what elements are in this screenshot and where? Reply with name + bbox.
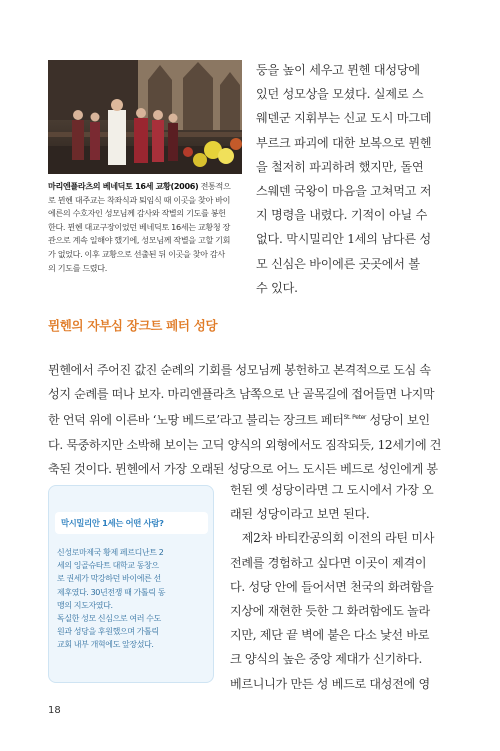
photo-illustration: [48, 60, 242, 174]
text-line: 성지 순례를 떠나 보자. 마리엔플라츠 남쪽으로 난 골목길에 접어들면 나지막: [48, 387, 435, 402]
photo-caption: [48, 180, 244, 275]
caption-line: 가 없었다. 이후 교황으로 선출된 뒤 이곳을 찾아 감사: [48, 248, 225, 259]
latin-name-superscript: St. Peter: [343, 414, 367, 422]
text-line: 크 양식의 높은 중앙 제대가 신기하다.: [230, 652, 423, 667]
text-fragment: 한 언덕 위에 이른바 ‘노땅 베드로’라고 불리는 장크트 페터: [48, 413, 344, 428]
text-line: 래된 성당이라고 보면 된다.: [230, 507, 370, 522]
text-line: 다. 묵중하지만 소박해 보이는 고딕 양식의 외형에서도 짐작되듯, 12세기에 건: [48, 437, 442, 452]
text-line: 둥을 높이 세우고 뮌헨 대성당에: [256, 63, 420, 77]
sidebox-line: 독실한 성모 신심으로 여러 수도: [57, 614, 161, 624]
page-number: 18: [48, 705, 61, 716]
caption-line: 관으로 계속 일해야 했기에, 성모님께 작별을 고할 기회: [48, 235, 231, 246]
text-line: 을 철저히 파괴하려 했지만, 돌연: [256, 159, 424, 174]
text-line: 지상에 재현한 듯한 그 화려함에도 놀라: [230, 604, 430, 619]
text-fragment: 성당이 보인: [366, 413, 430, 428]
sidebox-line: 신성로마제국 황제 페르디난트 2: [57, 548, 164, 557]
caption-line: 의 기도를 드렸다.: [48, 262, 107, 273]
sidebox-body: [57, 546, 215, 652]
text-line: 부르크 파괴에 대한 보복으로 뮌헨: [256, 135, 432, 150]
text-line: 지 명령을 내렸다. 기적이 아닐 수: [256, 208, 428, 223]
caption-heading: 마리엔플라츠의 베네딕토 16세 교황(2006): [48, 181, 199, 191]
text-line: 뮌헨에서 주어진 값진 순례의 기회를 성모님께 봉헌하고 본격적으로 도심 속: [48, 363, 431, 377]
main-paragraph: [48, 358, 460, 481]
text-line: 제2차 바티칸공의회 이전의 라틴 미사: [230, 531, 435, 546]
text-line: 베르니니가 만든 성 베드로 대성전에 영: [230, 676, 430, 691]
caption-line: 한다. 뮌헨 대교구장이었던 베네딕토 16세는 교황청 장: [48, 221, 231, 232]
caption-line: [48, 180, 244, 194]
caption-line-text: 전통적으: [198, 181, 231, 191]
text-line: 수 있다.: [256, 280, 298, 295]
sidebox-line: 제후였다. 30년전쟁 때 가톨릭 동: [57, 587, 166, 597]
text-line: 지만, 제단 끝 벽에 붙은 다소 낯선 바로: [230, 628, 430, 643]
continued-paragraph: [230, 478, 462, 696]
text-line: 축된 것이다. 뮌헨에서 가장 오래된 성당으로 어느 도시든 베드로 성인에게 봉: [48, 461, 438, 476]
sidebox-line: 원과 성당을 후원했으며 가톨릭: [57, 627, 159, 637]
text-line: 없다. 막시밀리안 1세의 남다른 성: [256, 232, 431, 247]
sidebox-title: 막시밀리안 1세는 어떤 사람?: [55, 512, 208, 534]
right-column-text: [256, 58, 466, 300]
sidebox-line: 세의 잉골슈타트 대학교 동창으: [57, 561, 159, 571]
info-sidebox: [48, 485, 214, 683]
sidebox-line: 교회 내부 개혁에도 앞장섰다.: [57, 640, 154, 650]
text-line: 스웨덴 국왕이 마음을 고쳐먹고 저: [256, 184, 432, 199]
text-line: 헌된 옛 성당이라면 그 도시에서 가장 오: [230, 483, 434, 497]
sidebox-line: 로 권세가 막강하던 바이에른 선: [57, 574, 161, 584]
sidebox-line: 맹의 지도자였다.: [57, 600, 113, 610]
caption-line: 에른의 수호자인 성모님께 감사와 작별의 기도를 봉헌: [48, 208, 226, 219]
text-line: 모 신심은 바이에른 곳곳에서 볼: [256, 256, 420, 271]
text-line: 다. 성당 안에 들어서면 천국의 화려함을: [230, 579, 434, 594]
text-line: 전례를 경험하고 싶다면 이곳이 제격이: [230, 555, 427, 570]
text-line: 웨덴군 지휘부는 신교 도시 마그데: [256, 111, 432, 126]
papal-visit-photo: [48, 60, 242, 174]
text-line: [48, 406, 460, 432]
section-title: 뮌헨의 자부심 장크트 페터 성당: [48, 318, 218, 333]
text-line: 있던 성모상을 모셨다. 실제로 스: [256, 87, 424, 102]
caption-line: 로 뮌헨 대주교는 착좌식과 퇴임식 때 이곳을 찾아 바이: [48, 194, 231, 205]
